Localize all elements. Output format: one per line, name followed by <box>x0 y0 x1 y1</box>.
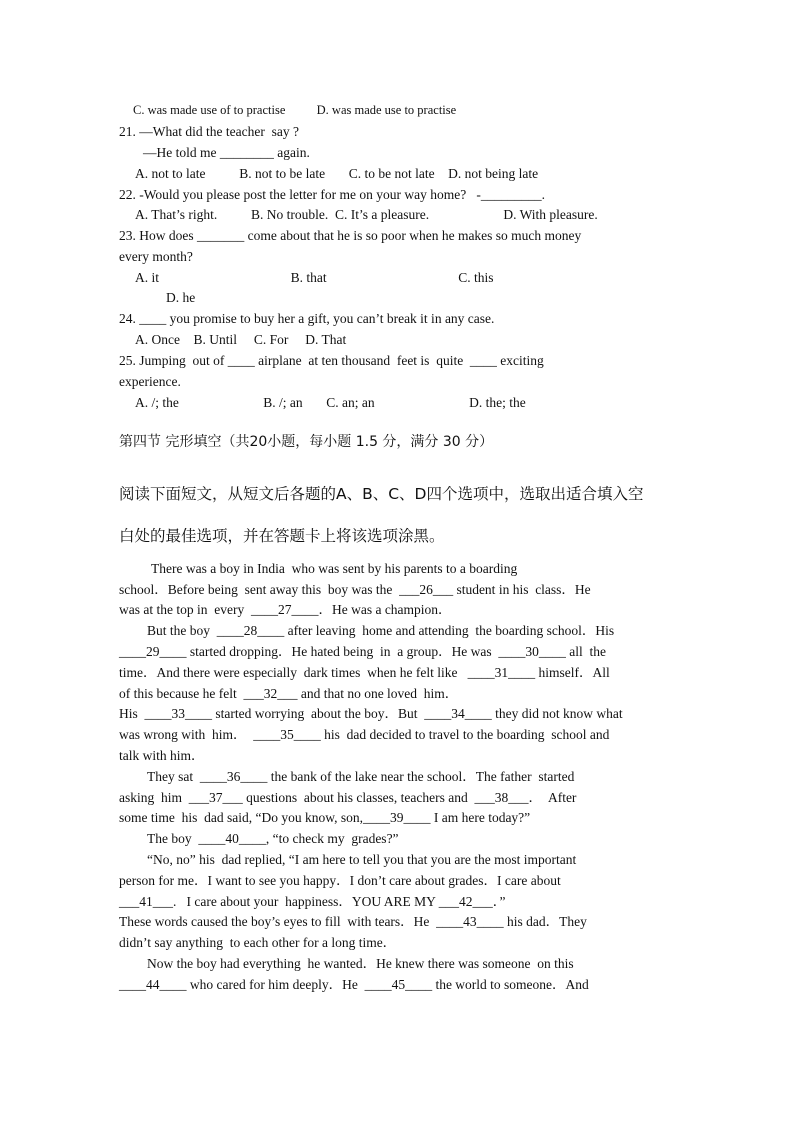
q23-question-cont: every month? <box>119 249 193 264</box>
passage-line: Now the boy had everything he wanted．He knew there was someone on this <box>147 956 574 971</box>
q23-options-abc: A. it B. that C. this <box>135 270 494 285</box>
q22-question: 22. -Would you please post the letter for me on your way home? -_________. <box>119 187 545 202</box>
passage-line: time．And there were especially dark times when he felt like ____31____ himself．All <box>119 665 610 680</box>
passage-line: ____29____ started dropping．He hated being in a group．He was ____30____ all the <box>119 644 607 659</box>
passage-line: But the boy ____28____ after leaving home and attending the boarding school．His <box>147 623 615 638</box>
passage-line: There was a boy in India who was sent by his parents to a boarding <box>151 561 518 576</box>
q20-options-cd: C. was made use of to practise D. was made use to practise <box>133 103 457 117</box>
passage-line: some time his dad said, “Do you know, son,____39____ I am here today?” <box>119 810 531 825</box>
q21-question: 21. —What did the teacher say ? <box>119 124 299 139</box>
passage-line: His ____33____ started worrying about the boy．But ____34____ they did not know what <box>119 706 623 721</box>
q23-question: 23. How does _______ come about that he is so poor when he makes so much money <box>119 228 582 243</box>
q22-options: A. That’s right. B. No trouble. C. It’s a pleasure. D. With pleasure. <box>135 207 598 222</box>
passage-line: asking him ___37___ questions about his classes, teachers and ___38___． After <box>119 790 577 805</box>
q21-answer-line: —He told me ________ again. <box>143 145 310 160</box>
passage-line: The boy ____40____, “to check my grades?” <box>147 831 399 846</box>
passage-line: ____44____ who cared for him deeply．He ____45____ the world to someone．And <box>119 977 589 992</box>
q25-question-cont: experience. <box>119 374 181 389</box>
passage-line: ___41___. I care about your happiness．YOU ARE MY ___42___．” <box>119 894 506 909</box>
q21-options: A. not to late B. not to be late C. to be not late D. not being late <box>135 166 539 181</box>
q25-options: A. /; the B. /; an C. an; an D. the; the <box>135 395 526 410</box>
passage-line: of this because he felt ___32___ and that no one loved him． <box>119 686 459 701</box>
q23-option-d: D. he <box>166 290 196 305</box>
passage-line: didn’t say anything to each other for a long time． <box>119 935 397 950</box>
q25-question: 25. Jumping out of ____ airplane at ten thousand feet is quite ____ exciting <box>119 353 544 368</box>
passage-line: was at the top in every ____27____．He was a champion． <box>119 602 452 617</box>
passage-line: person for me．I want to see you happy．I don’t care about grades．I care about <box>119 873 561 888</box>
passage-line: school．Before being sent away this boy was the ___26___ student in his class．He <box>119 582 591 597</box>
passage-line: They sat ____36____ the bank of the lake near the school．The father started <box>147 769 575 784</box>
section-instruction-2: 白处的最佳选项，并在答题卡上将该选项涂黑。 <box>119 527 445 545</box>
passage-line: These words caused the boy’s eyes to fill with tears．He ____43____ his dad．They <box>119 914 587 929</box>
q24-options: A. Once B. Until C. For D. That <box>135 332 347 347</box>
passage-line: was wrong with him． ____35____ his dad decided to travel to the boarding school and <box>119 727 610 742</box>
section-instruction-1: 阅读下面短文，从短文后各题的A、B、C、D四个选项中，选取出适合填入空 <box>119 485 644 503</box>
section-heading: 第四节 完形填空（共20小题，每小题 1.5 分，满分 30 分） <box>119 434 494 450</box>
q24-question: 24. ____ you promise to buy her a gift, you can’t break it in any case. <box>119 311 495 326</box>
passage-line: “No, no” his dad replied, “I am here to tell you that you are the most important <box>147 852 577 867</box>
passage-line: talk with him． <box>119 748 205 763</box>
